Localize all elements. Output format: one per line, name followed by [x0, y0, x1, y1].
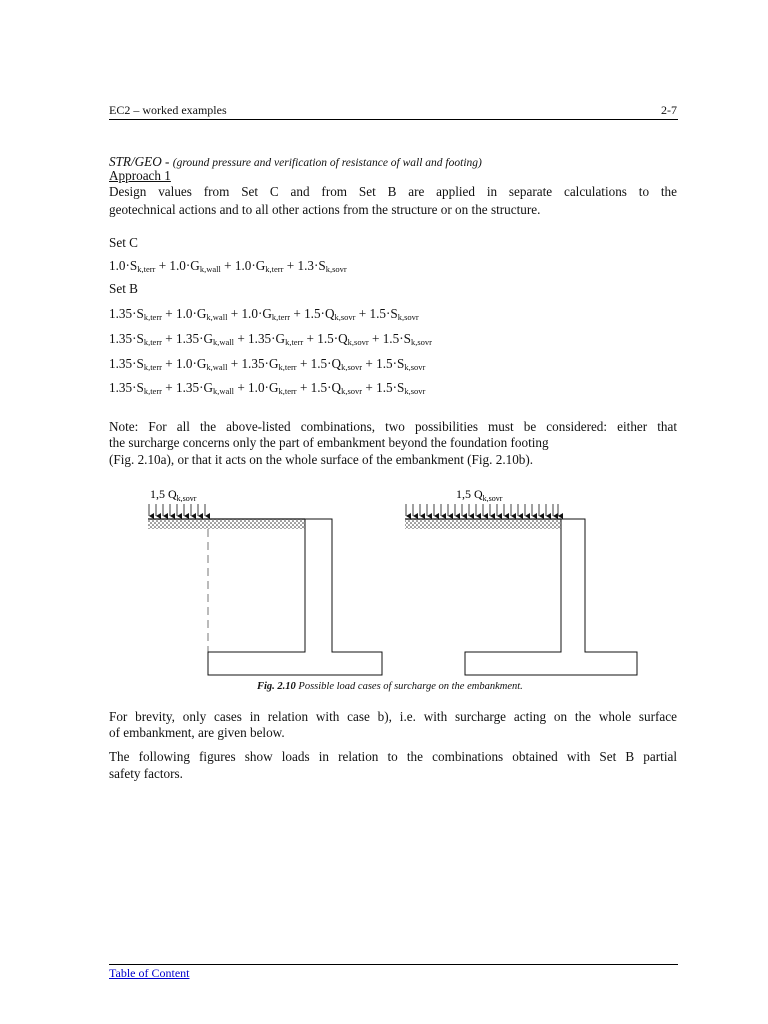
set-b-eq-term: + 1.0·G [227, 306, 272, 321]
set-c-eq-subscript: k,terr [137, 264, 156, 274]
brevity-line-1: For brevity, only cases in relation with case b), i.e. with surcharge acting on the whole surface [109, 709, 677, 724]
set-c-eq-subscript: k,terr [265, 264, 284, 274]
diagram-case-b [405, 487, 637, 675]
set-b-equation-4 [109, 380, 425, 396]
approach-heading: Approach 1 [109, 168, 171, 183]
section-heading-sub: (ground pressure and verification of resistance of wall and footing) [172, 157, 482, 169]
set-b-eq-term: + 1.5·Q [296, 380, 342, 395]
set-b-eq-term: 1.35·S [109, 331, 144, 346]
set-b-eq-subscript: k,sovr [334, 312, 356, 322]
set-b-eq-term: + 1.0·G [161, 306, 207, 321]
set-b-eq-term: + 1.35·G [234, 331, 286, 346]
running-header-title: EC2 – worked examples [109, 103, 227, 117]
section-heading [109, 153, 677, 172]
retaining-wall-a [208, 519, 382, 675]
set-b-equation-1 [109, 306, 419, 322]
set-b-eq-subscript: k,sovr [341, 386, 363, 396]
note-line-3: (Fig. 2.10a), or that it acts on the whole surface of the embankment (Fig. 2.10b). [109, 452, 534, 467]
set-b-eq-subscript: k,sovr [341, 362, 363, 372]
note-line-1: Note: For all the above-listed combinations, two possibilities must be considered: either that [109, 419, 677, 434]
header-rule [109, 119, 678, 120]
figure-caption [257, 681, 523, 692]
set-b-eq-subscript: k,sovr [397, 312, 419, 322]
following-line-2: safety factors. [109, 766, 183, 781]
set-b-eq-subscript: k,sovr [410, 337, 432, 347]
following-line-1: The following figures show loads in relation to the combinations obtained with Set B partial [109, 749, 677, 764]
set-b-eq-term: + 1.0·G [234, 380, 279, 395]
set-b-eq-subscript: k,terr [278, 362, 297, 372]
intro-line-2: geotechnical actions and to all other actions from the structure or on the structure. [109, 202, 541, 217]
set-b-eq-subscript: k,terr [143, 312, 162, 322]
diagram-case-a [148, 487, 382, 675]
set-b-eq-term: + 1.35·G [161, 331, 214, 346]
page-number: 2-7 [661, 103, 677, 117]
set-b-eq-subscript: k,wall [213, 337, 235, 347]
load-label-a: 1,5 $Q_{k,sovr}$ [150, 487, 197, 503]
set-b-eq-subscript: k,terr [143, 362, 162, 372]
set-b-eq-subscript: k,wall [206, 362, 228, 372]
set-b-eq-term: + 1.0·G [161, 356, 207, 371]
set-b-eq-subscript: k,terr [143, 337, 162, 347]
set-c-eq-term: + 1.3·S [283, 258, 326, 273]
set-b-eq-subscript: k,terr [285, 337, 304, 347]
embankment-ground-b [405, 519, 561, 529]
set-b-eq-term: + 1.35·G [161, 380, 214, 395]
set-b-eq-subscript: k,sovr [347, 337, 369, 347]
set-b-eq-subscript: k,sovr [404, 386, 426, 396]
set-b-eq-term: + 1.35·G [227, 356, 279, 371]
set-c-eq-term: + 1.0·G [155, 258, 200, 273]
set-b-eq-subscript: k,terr [271, 312, 291, 322]
figure-caption-text: Possible load cases of surcharge on the embankment. [295, 681, 523, 692]
surcharge-figure [140, 480, 650, 680]
set-c-equation [109, 258, 347, 274]
footer-rule [109, 964, 678, 965]
surcharge-arrows-b [406, 504, 558, 516]
set-b-eq-term: + 1.5·Q [303, 331, 348, 346]
set-b-eq-term: 1.35·S [109, 306, 144, 321]
retaining-wall-b [465, 519, 637, 675]
set-b-eq-term: + 1.5·Q [296, 356, 342, 371]
set-c-eq-subscript: k,wall [199, 264, 221, 274]
set-b-eq-subscript: k,wall [206, 312, 228, 322]
set-c-eq-subscript: k,sovr [325, 264, 347, 274]
surcharge-arrows-a [149, 504, 205, 516]
set-b-eq-term: 1.35·S [109, 380, 144, 395]
table-of-content-link[interactable]: Table of Content [109, 966, 190, 980]
set-c-eq-term: + 1.0·G [220, 258, 266, 273]
set-b-eq-term: 1.35·S [109, 356, 144, 371]
set-b-eq-subscript: k,terr [278, 386, 297, 396]
set-c-eq-term: 1.0·S [109, 258, 138, 273]
set-b-equation-3 [109, 356, 425, 372]
set-b-eq-subscript: k,sovr [404, 362, 426, 372]
load-label-b: 1,5 $Q_{k,sovr}$ [456, 487, 503, 503]
set-b-eq-subscript: k,terr [143, 386, 162, 396]
embankment-ground-a [148, 519, 305, 529]
set-b-label: Set B [109, 281, 138, 296]
set-c-label: Set C [109, 235, 138, 250]
note-line-2: the surcharge concerns only the part of embankment beyond the foundation footing [109, 435, 549, 450]
set-b-equation-2 [109, 331, 432, 347]
set-b-eq-subscript: k,wall [213, 386, 235, 396]
set-b-eq-term: + 1.5·S [362, 380, 405, 395]
set-b-eq-term: + 1.5·S [368, 331, 411, 346]
section-heading-main: STR/GEO - [109, 154, 173, 169]
intro-line-1: Design values from Set C and from Set B are applied in separate calculations to the [109, 184, 677, 199]
brevity-line-2: of embankment, are given below. [109, 725, 285, 740]
set-b-eq-term: + 1.5·S [362, 356, 405, 371]
set-b-eq-term: + 1.5·S [355, 306, 398, 321]
figure-caption-label: Fig. 2.10 [257, 681, 296, 692]
set-b-eq-term: + 1.5·Q [290, 306, 335, 321]
